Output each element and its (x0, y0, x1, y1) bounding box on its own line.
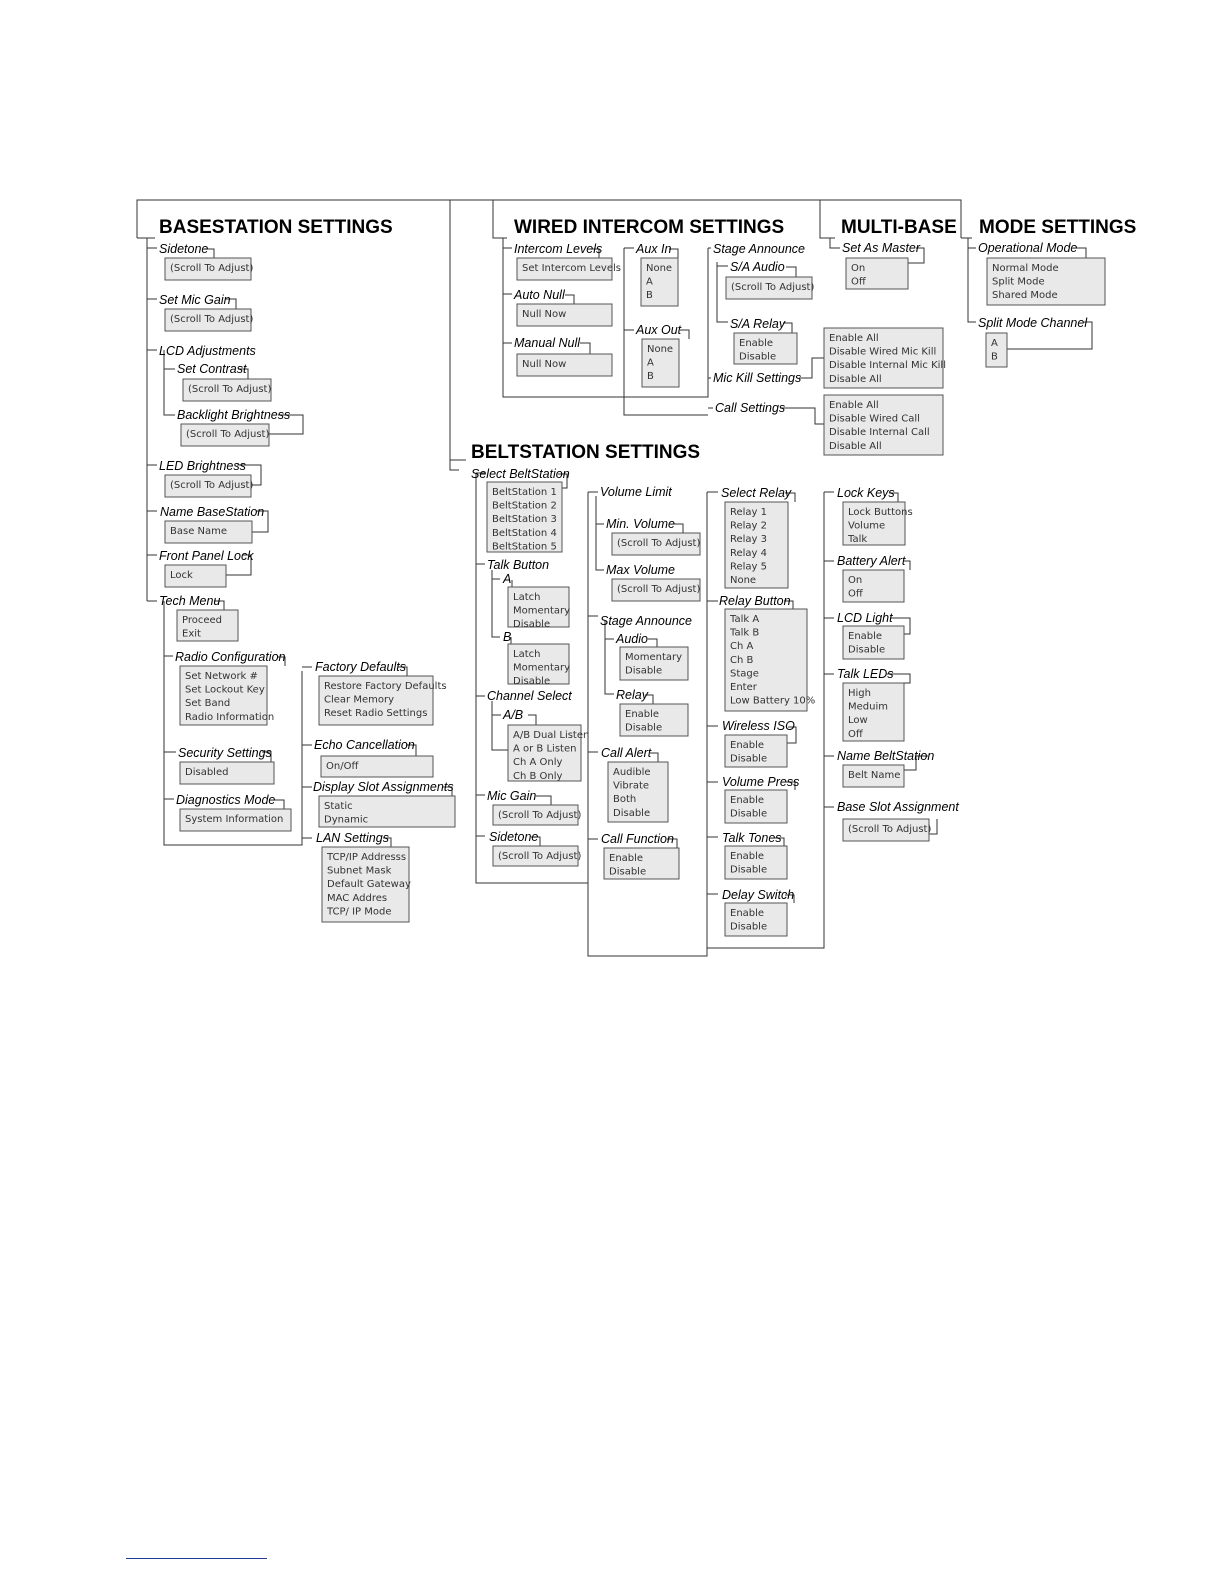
option-momentary: Momentary (513, 662, 571, 674)
option-default-gateway: Default Gateway (327, 879, 411, 891)
option-enable: Enable (848, 631, 883, 642)
option-off: Off (851, 276, 866, 288)
option-scroll-to-adjust: (Scroll To Adjust) (848, 824, 932, 835)
option-disable: Disable (613, 807, 651, 819)
option-scroll-to-adjust: (Scroll To Adjust) (617, 538, 701, 549)
option-system-information: System Information (185, 814, 284, 825)
option-disable: Disable (730, 864, 768, 876)
option-talk: Talk (848, 534, 868, 546)
option-b: B (991, 351, 998, 363)
option-on-off: On/Off (326, 761, 359, 772)
option-disable: Disable (730, 753, 768, 765)
option-box (726, 277, 814, 299)
option-off: Off (848, 588, 863, 600)
option-box (604, 848, 679, 879)
option-box (517, 258, 621, 280)
label-stage-announce: Stage Announce (600, 614, 692, 628)
option-a-or-b-listen: A or B Listen (513, 743, 577, 755)
label-max-volume: Max Volume (606, 563, 676, 577)
option-box (322, 847, 411, 922)
option-lock-buttons: Lock Buttons (848, 507, 913, 518)
option-box (824, 395, 943, 455)
label-base-slot-assignment: Base Slot Assignment (837, 800, 959, 814)
option-enable: Enable (730, 740, 765, 751)
option-scroll-to-adjust: (Scroll To Adjust) (170, 263, 254, 274)
label-name-beltstation: Name BeltStation (837, 749, 935, 763)
option-set-band: Set Band (185, 698, 231, 710)
connector-line (580, 343, 590, 354)
option-latch: Latch (513, 592, 541, 603)
option-box (165, 258, 253, 280)
option-off: Off (848, 728, 863, 740)
option-box (725, 609, 815, 711)
option-beltstation-5: BeltStation 5 (492, 541, 557, 553)
option-momentary: Momentary (513, 605, 571, 617)
option-box (642, 339, 679, 387)
label-intercom-levels: Intercom Levels (514, 242, 603, 256)
label-call-settings: Call Settings (715, 401, 786, 415)
label-split-mode-channel: Split Mode Channel (978, 316, 1088, 330)
option-relay-5: Relay 5 (730, 561, 768, 573)
label-auto-null: Auto Null (514, 288, 565, 302)
label-backlight-brightness: Backlight Brightness (177, 408, 291, 422)
connector-line (780, 408, 824, 424)
option-box (843, 570, 904, 602)
option-box (493, 846, 581, 866)
option-scroll-to-adjust: (Scroll To Adjust) (170, 314, 254, 325)
option-volume: Volume (848, 520, 886, 532)
label-relay: Relay (616, 688, 648, 702)
section-header-mode: MODE SETTINGS (979, 217, 1137, 238)
label-battery-alert: Battery Alert (837, 554, 906, 568)
connector-line (528, 715, 536, 725)
option-disable-internal-mic-kill: Disable Internal Mic Kill (829, 360, 946, 372)
option-box (734, 333, 797, 364)
connector-line (648, 639, 657, 647)
label-echo-cancellation: Echo Cancellation (314, 738, 415, 752)
option-exit: Exit (182, 628, 201, 640)
option-disable: Disable (739, 351, 777, 363)
option-scroll-to-adjust: (Scroll To Adjust) (731, 282, 815, 293)
option-box (165, 475, 253, 497)
option-scroll-to-adjust: (Scroll To Adjust) (498, 851, 582, 862)
option-enable: Enable (625, 709, 660, 720)
option-box (612, 533, 700, 555)
option-stage: Stage (730, 668, 759, 680)
connector-line (820, 200, 835, 238)
connector-line (536, 796, 551, 805)
option-box (641, 258, 678, 306)
connector-line (565, 295, 574, 304)
option-latch: Latch (513, 649, 541, 660)
label-tech-menu: Tech Menu (159, 594, 221, 608)
section-header-wired-intercom: WIRED INTERCOM SETTINGS (514, 217, 785, 238)
option-enable-all: Enable All (829, 400, 879, 411)
label-talk-button: Talk Button (487, 558, 550, 572)
option-disable: Disable (730, 921, 768, 933)
option-none: None (730, 575, 757, 586)
connector-line (605, 621, 614, 694)
option-static: Static (324, 801, 353, 812)
option-disable-internal-call: Disable Internal Call (829, 427, 930, 439)
connector-line (164, 350, 175, 415)
option-disable-all: Disable All (829, 373, 882, 385)
option-box (517, 354, 612, 376)
option-mac-addres: MAC Addres (327, 892, 388, 904)
option-beltstation-3: BeltStation 3 (492, 514, 557, 526)
option-box (180, 809, 291, 831)
option-box (620, 647, 688, 680)
label-select-beltstation: Select BeltStation (471, 467, 570, 481)
option-meduim: Meduim (848, 701, 888, 713)
option-relay-1: Relay 1 (730, 507, 768, 518)
option-box (319, 796, 455, 827)
label-relay-button: Relay Button (719, 594, 791, 608)
option-enable: Enable (739, 338, 774, 349)
option-disable-wired-call: Disable Wired Call (829, 413, 920, 425)
option-clear-memory: Clear Memory (324, 694, 394, 706)
option-box (725, 790, 787, 823)
option-box (843, 626, 904, 659)
label-delay-switch: Delay Switch (722, 888, 795, 902)
label-manual-null: Manual Null (514, 336, 581, 350)
label-diagnostics-mode: Diagnostics Mode (176, 793, 276, 807)
option-box (319, 676, 447, 725)
label-aux-in: Aux In (636, 242, 672, 256)
label-talk-tones: Talk Tones (722, 831, 782, 845)
option-scroll-to-adjust: (Scroll To Adjust) (188, 384, 272, 395)
option-a: A (991, 338, 998, 349)
option-set-network: Set Network # (185, 671, 258, 682)
option-low-battery-10: Low Battery 10% (730, 695, 816, 707)
option-box (843, 683, 904, 741)
label-set-contrast: Set Contrast (177, 362, 247, 376)
option-box (183, 379, 271, 401)
option-disabled: Disabled (185, 767, 229, 778)
label-audio: Audio (616, 632, 648, 646)
section-header-beltstation: BELTSTATION SETTINGS (471, 442, 701, 463)
option-null-now: Null Now (522, 309, 567, 320)
option-a-b-dual-listen: A/B Dual Listen (513, 730, 590, 741)
option-none: None (647, 344, 674, 355)
section-header-multi-base: MULTI-BASE (841, 217, 957, 238)
option-momentary: Momentary (625, 652, 683, 663)
option-box (843, 819, 931, 841)
option-a: A (647, 357, 654, 369)
option-restore-factory-defaults: Restore Factory Defaults (324, 681, 447, 692)
option-beltstation-2: BeltStation 2 (492, 500, 557, 512)
option-both: Both (613, 794, 637, 806)
option-box (508, 644, 570, 687)
option-box (180, 666, 274, 725)
option-relay-4: Relay 4 (730, 547, 768, 559)
option-enable: Enable (609, 853, 644, 864)
option-high: High (848, 688, 871, 699)
option-null-now: Null Now (522, 359, 567, 370)
option-box (181, 424, 269, 446)
label-radio-configuration: Radio Configuration (175, 650, 286, 664)
label-select-relay: Select Relay (721, 486, 792, 500)
connector-line (830, 238, 840, 248)
option-scroll-to-adjust: (Scroll To Adjust) (186, 429, 270, 440)
option-shared-mode: Shared Mode (992, 290, 1058, 302)
option-enable: Enable (730, 908, 765, 919)
label-display-slot-assignments: Display Slot Assignments (313, 780, 454, 794)
label-set-as-master: Set As Master (842, 241, 921, 255)
option-beltstation-1: BeltStation 1 (492, 487, 557, 498)
label-a-b: A/B (503, 708, 524, 722)
option-box (493, 805, 581, 825)
label-min-volume: Min. Volume (606, 517, 676, 531)
option-reset-radio-settings: Reset Radio Settings (324, 708, 428, 720)
connector-line (968, 238, 976, 322)
option-low: Low (848, 715, 868, 727)
option-box (508, 725, 589, 782)
label-mic-kill-settings: Mic Kill Settings (713, 371, 802, 385)
option-ch-a-only: Ch A Only (513, 757, 563, 769)
option-dynamic: Dynamic (324, 814, 369, 826)
option-talk-b: Talk B (730, 627, 760, 639)
label-led-brightness: LED Brightness (159, 459, 246, 473)
label-talk-leds: Talk LEDs (837, 667, 894, 681)
option-tcp-ip-addresss: TCP/IP Addresss (327, 852, 407, 863)
option-scroll-to-adjust: (Scroll To Adjust) (170, 480, 254, 491)
option-disable: Disable (513, 619, 551, 631)
option-scroll-to-adjust: (Scroll To Adjust) (617, 584, 701, 595)
option-belt-name: Belt Name (848, 770, 901, 781)
label-lcd-light: LCD Light (837, 611, 893, 625)
option-vibrate: Vibrate (613, 780, 650, 792)
option-radio-information: Radio Information (185, 711, 275, 723)
option-beltstation-4: BeltStation 4 (492, 527, 557, 539)
connector-line (274, 800, 284, 809)
option-box (608, 762, 668, 822)
option-box (846, 258, 908, 289)
label-sidetone: Sidetone (489, 830, 539, 844)
option-disable: Disable (625, 722, 663, 734)
option-normal-mode: Normal Mode (992, 263, 1059, 274)
option-enable-all: Enable All (829, 333, 879, 344)
label-s-a-audio: S/A Audio (730, 260, 785, 274)
option-none: None (646, 263, 673, 274)
label-operational-mode: Operational Mode (978, 241, 1078, 255)
label-call-alert: Call Alert (601, 746, 652, 760)
option-disable-all: Disable All (829, 440, 882, 452)
footnote-rule (126, 1558, 267, 1559)
connector-line (1076, 248, 1086, 258)
connector-line (799, 358, 824, 378)
label-lcd-adjustments: LCD Adjustments (159, 344, 256, 358)
option-disable: Disable (513, 676, 551, 688)
option-box (517, 304, 612, 326)
option-box (321, 756, 433, 777)
section-header-basestation: BASESTATION SETTINGS (159, 217, 393, 238)
option-scroll-to-adjust: (Scroll To Adjust) (498, 810, 582, 821)
option-disable: Disable (848, 644, 886, 656)
option-b: B (646, 290, 653, 302)
option-disable: Disable (730, 808, 768, 820)
option-box (843, 765, 904, 787)
option-ch-a: Ch A (730, 641, 754, 653)
option-enable: Enable (730, 795, 765, 806)
option-b: B (647, 371, 654, 383)
label-sidetone: Sidetone (159, 242, 209, 256)
connector-line (493, 200, 507, 238)
option-subnet-mask: Subnet Mask (327, 865, 392, 877)
option-box (987, 258, 1105, 305)
label-aux-out: Aux Out (636, 323, 682, 337)
option-lock: Lock (170, 570, 193, 581)
label-s-a-relay: S/A Relay (730, 317, 786, 331)
label-a: A (503, 572, 512, 586)
option-a: A (646, 276, 653, 288)
option-box (843, 502, 913, 545)
label-mic-gain: Mic Gain (487, 789, 537, 803)
option-enter: Enter (730, 682, 757, 693)
option-box (180, 762, 274, 784)
option-box (508, 587, 570, 630)
option-box (620, 704, 688, 736)
option-proceed: Proceed (182, 615, 223, 626)
option-box (725, 502, 788, 588)
label-lan-settings: LAN Settings (316, 831, 389, 845)
option-set-lockout-key: Set Lockout Key (185, 684, 265, 696)
option-on: On (848, 575, 863, 586)
connector-line (786, 267, 796, 277)
option-box (725, 903, 787, 936)
option-talk-a: Talk A (730, 614, 760, 625)
label-name-basestation: Name BaseStation (160, 505, 265, 519)
label-front-panel-lock: Front Panel Lock (159, 549, 254, 563)
option-relay-3: Relay 3 (730, 534, 768, 546)
label-volume-press: Volume Press (722, 775, 800, 789)
label-security-settings: Security Settings (178, 746, 272, 760)
option-box (725, 735, 787, 767)
option-disable: Disable (609, 866, 647, 878)
option-box (165, 521, 252, 543)
connector-line (596, 496, 604, 570)
option-box (824, 328, 946, 388)
option-on: On (851, 263, 866, 274)
option-relay-2: Relay 2 (730, 520, 768, 532)
label-call-function: Call Function (601, 832, 674, 846)
label-factory-defaults: Factory Defaults (315, 660, 407, 674)
option-box (986, 333, 1007, 367)
label-wireless-iso: Wireless ISO (722, 719, 795, 733)
connector-line (450, 200, 459, 470)
label-channel-select: Channel Select (487, 689, 572, 703)
option-split-mode: Split Mode (992, 276, 1045, 288)
option-enable: Enable (730, 851, 765, 862)
option-ch-b: Ch B (730, 654, 754, 666)
option-box (177, 610, 238, 641)
option-base-name: Base Name (170, 526, 228, 537)
label-b: B (503, 630, 512, 644)
option-ch-b-only: Ch B Only (513, 770, 563, 782)
option-box (612, 579, 700, 601)
label-volume-limit: Volume Limit (600, 485, 672, 499)
option-set-intercom-levels: Set Intercom Levels (522, 263, 621, 274)
option-tcp-ip-mode: TCP/ IP Mode (327, 906, 392, 918)
option-box (165, 309, 253, 331)
option-box (487, 482, 562, 552)
option-box (165, 565, 226, 587)
connector-line (492, 570, 500, 637)
option-audible: Audible (613, 767, 651, 778)
label-set-mic-gain: Set Mic Gain (159, 293, 231, 307)
option-disable-wired-mic-kill: Disable Wired Mic Kill (829, 346, 937, 358)
option-disable: Disable (625, 665, 663, 677)
connector-line (680, 330, 689, 339)
label-stage-announce: Stage Announce (713, 242, 805, 256)
label-lock-keys: Lock Keys (837, 486, 895, 500)
option-box (725, 846, 787, 879)
